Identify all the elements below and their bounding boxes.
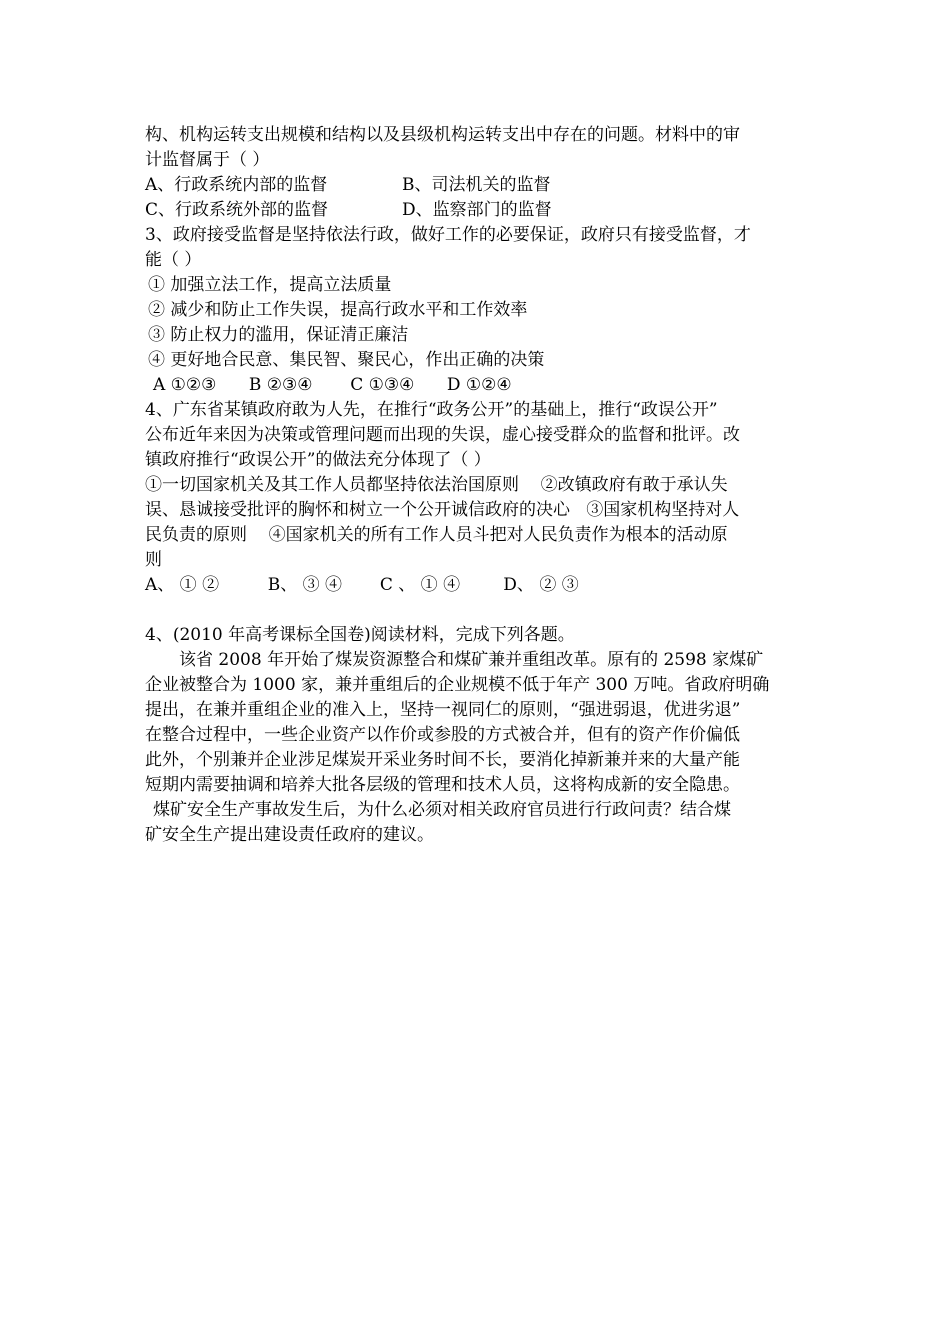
q5-para-6: 短期内需要抽调和培养大批各层级的管理和技术人员，这将构成新的安全隐患。 — [145, 775, 740, 795]
q3-item-2: ② 减少和防止工作失误，提高行政水平和工作效率 — [148, 300, 528, 320]
q4-line-4: ①一切国家机关及其工作人员都坚持依法治国原则 ②改镇政府有敢于承认失 — [145, 475, 728, 495]
q4-line-2: 公布近年来因为决策或管理问题而出现的失误，虚心接受群众的监督和批评。改 — [145, 425, 740, 445]
document-page — [145, 123, 813, 848]
q2-option-d: D、监察部门的监督 — [402, 200, 552, 220]
q5-para-2: 企业被整合为 1000 家，兼并重组后的企业规模不低于年产 300 万吨。省政府明确 — [145, 675, 770, 695]
q2-option-c: C、行政系统外部的监督 — [145, 200, 329, 220]
q3-item-3: ③ 防止权力的滥用，保证清正廉洁 — [148, 325, 409, 345]
q2-options-row-1 — [145, 173, 813, 198]
q4-line-7: 则 — [145, 550, 162, 570]
q4-line-3: 镇政府推行“政误公开”的做法充分体现了（ ） — [145, 450, 491, 470]
q5-question-1: 煤矿安全生产事故发生后，为什么必须对相关政府官员进行行政问责？结合煤 — [153, 800, 731, 820]
q4-options: A、 ① ② B、 ③ ④ C 、 ① ④ D、 ② ③ — [145, 575, 579, 595]
q3-stem-2: 能（ ） — [145, 250, 202, 270]
q4-line-5: 误、恳诚接受批评的胸怀和树立一个公开诚信政府的决心 ③国家机构坚持对人 — [145, 500, 740, 520]
q4-line-6: 民负责的原则 ④国家机关的所有工作人员斗把对人民负责作为根本的活动原 — [145, 525, 728, 545]
q2-line-1: 构、机构运转支出规模和结构以及县级机构运转支出中存在的问题。材料中的审 — [145, 125, 740, 145]
q2-option-a: A、行政系统内部的监督 — [145, 175, 328, 195]
q4-line-1: 4、广东省某镇政府敢为人先，在推行“政务公开”的基础上，推行“政误公开” — [145, 400, 718, 420]
q5-para-3: 提出，在兼并重组企业的准入上，坚持一视同仁的原则，“强进弱退，优进劣退” — [145, 700, 741, 720]
q5-para-5: 此外，个别兼并企业涉足煤炭开采业务时间不长，要消化掉新兼并来的大量产能 — [145, 750, 740, 770]
q5-para-1: 该省 2008 年开始了煤炭资源整合和煤矿兼并重组改革。原有的 2598 家煤矿 — [179, 650, 764, 670]
q2-line-2: 计监督属于（ ） — [145, 150, 270, 170]
q5-question-2: 矿安全生产提出建设责任政府的建议。 — [145, 825, 434, 845]
blank-line — [145, 598, 813, 623]
q3-stem-1: 3、政府接受监督是坚持依法行政，做好工作的必要保证，政府只有接受监督，才 — [145, 225, 751, 245]
q3-item-4: ④ 更好地合民意、集民智、聚民心，作出正确的决策 — [148, 350, 545, 370]
q3-options: A ①②③ B ②③④ C ①③④ D ①②④ — [153, 375, 512, 395]
q2-options-row-2 — [145, 198, 813, 223]
q5-title: 4、(2010 年高考课标全国卷)阅读材料，完成下列各题。 — [145, 625, 575, 645]
q3-item-1: ① 加强立法工作，提高立法质量 — [148, 275, 392, 295]
q5-para-4: 在整合过程中，一些企业资产以作价或参股的方式被合并，但有的资产作价偏低 — [145, 725, 740, 745]
q2-option-b: B、司法机关的监督 — [402, 175, 551, 195]
